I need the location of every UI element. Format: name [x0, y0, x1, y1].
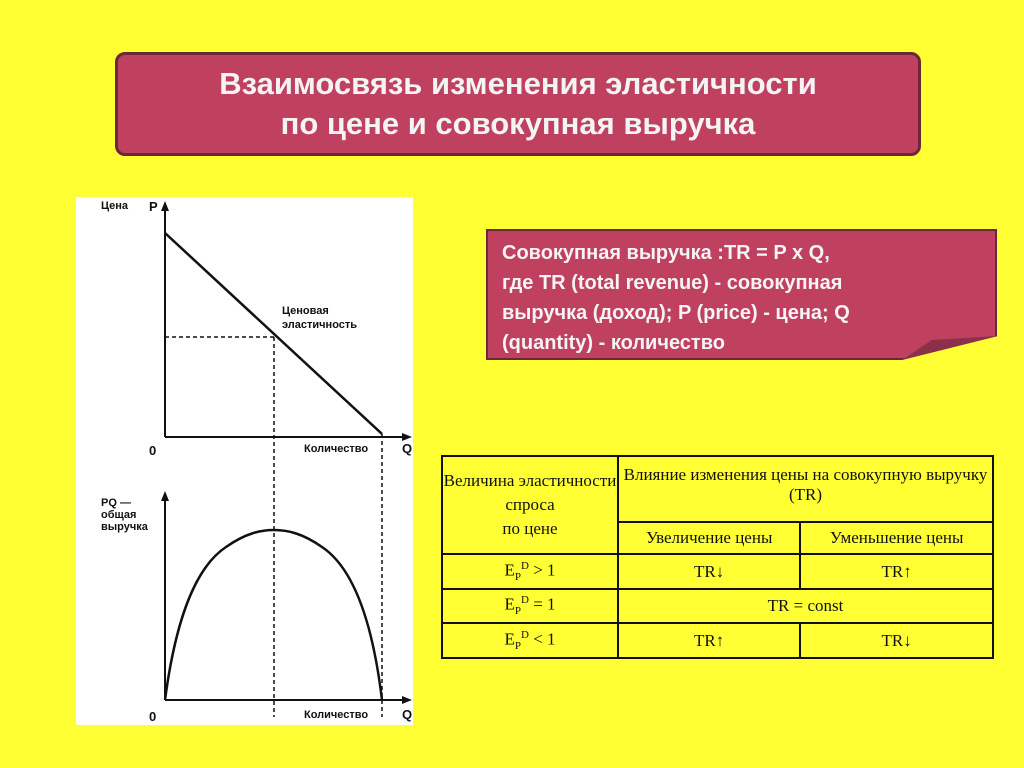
graphs-svg — [76, 197, 413, 725]
note-line2: где TR (total revenue) - совокупная — [502, 272, 843, 294]
slide-title-box — [115, 52, 921, 156]
bottom-y-arrow — [161, 491, 169, 501]
bottom-xsymbol: Q — [402, 707, 413, 722]
elasticity-cell: $E_P^D = 1$ — [442, 589, 618, 623]
table-row — [442, 554, 993, 589]
elasticity-cell: $E_P^D > 1$ — [442, 554, 618, 589]
top-xsymbol: Q — [402, 441, 413, 456]
elasticity-table — [441, 455, 994, 659]
subheader-increase: Увеличение цены — [618, 522, 800, 554]
both-cell: TR = const — [618, 589, 993, 623]
elasticity-annotation: Ценовая эластичность — [282, 305, 358, 331]
increase-cell: TR↑ — [618, 623, 800, 658]
decrease-cell: TR↓ — [800, 623, 993, 658]
increase-cell: TR↓ — [618, 554, 800, 589]
note-line1: Совокупная выручка :TR = P х Q, — [502, 242, 830, 264]
top-origin: 0 — [149, 443, 157, 458]
header-elasticity: Величина эластичности спроса по цене — [442, 456, 618, 554]
table-row — [442, 589, 993, 623]
bottom-xlabel: Количество — [304, 709, 369, 721]
note-line3: выручка (доход); P (price) - цена; Q — [502, 302, 850, 324]
subheader-decrease: Уменьшение цены — [800, 522, 993, 554]
top-y-arrow — [161, 201, 169, 211]
top-x-arrow — [402, 433, 412, 441]
decrease-cell: TR↑ — [800, 554, 993, 589]
header-effect: Влияние изменения цены на совокупную выручку (TR) — [618, 456, 993, 522]
elasticity-table-wrap — [441, 455, 994, 659]
elasticity-cell: $E_P^D < 1$ — [442, 623, 618, 658]
slide-title-line2: по цене и совокупная выручка — [280, 106, 756, 141]
top-xlabel: Количество — [304, 443, 369, 455]
top-ysymbol: P — [149, 199, 158, 214]
bottom-ylabel: PQ — общая выручка — [101, 497, 148, 533]
table-row — [442, 623, 993, 658]
slide-title-line1: Взаимосвязь изменения эластичности — [219, 66, 817, 101]
bottom-origin: 0 — [149, 709, 157, 724]
note-line4: (quantity) - количество — [502, 332, 725, 354]
top-ylabel: Цена — [101, 200, 129, 212]
graph-panel — [76, 197, 413, 725]
page-curl-decoration — [902, 336, 998, 364]
bottom-x-arrow — [402, 696, 412, 704]
